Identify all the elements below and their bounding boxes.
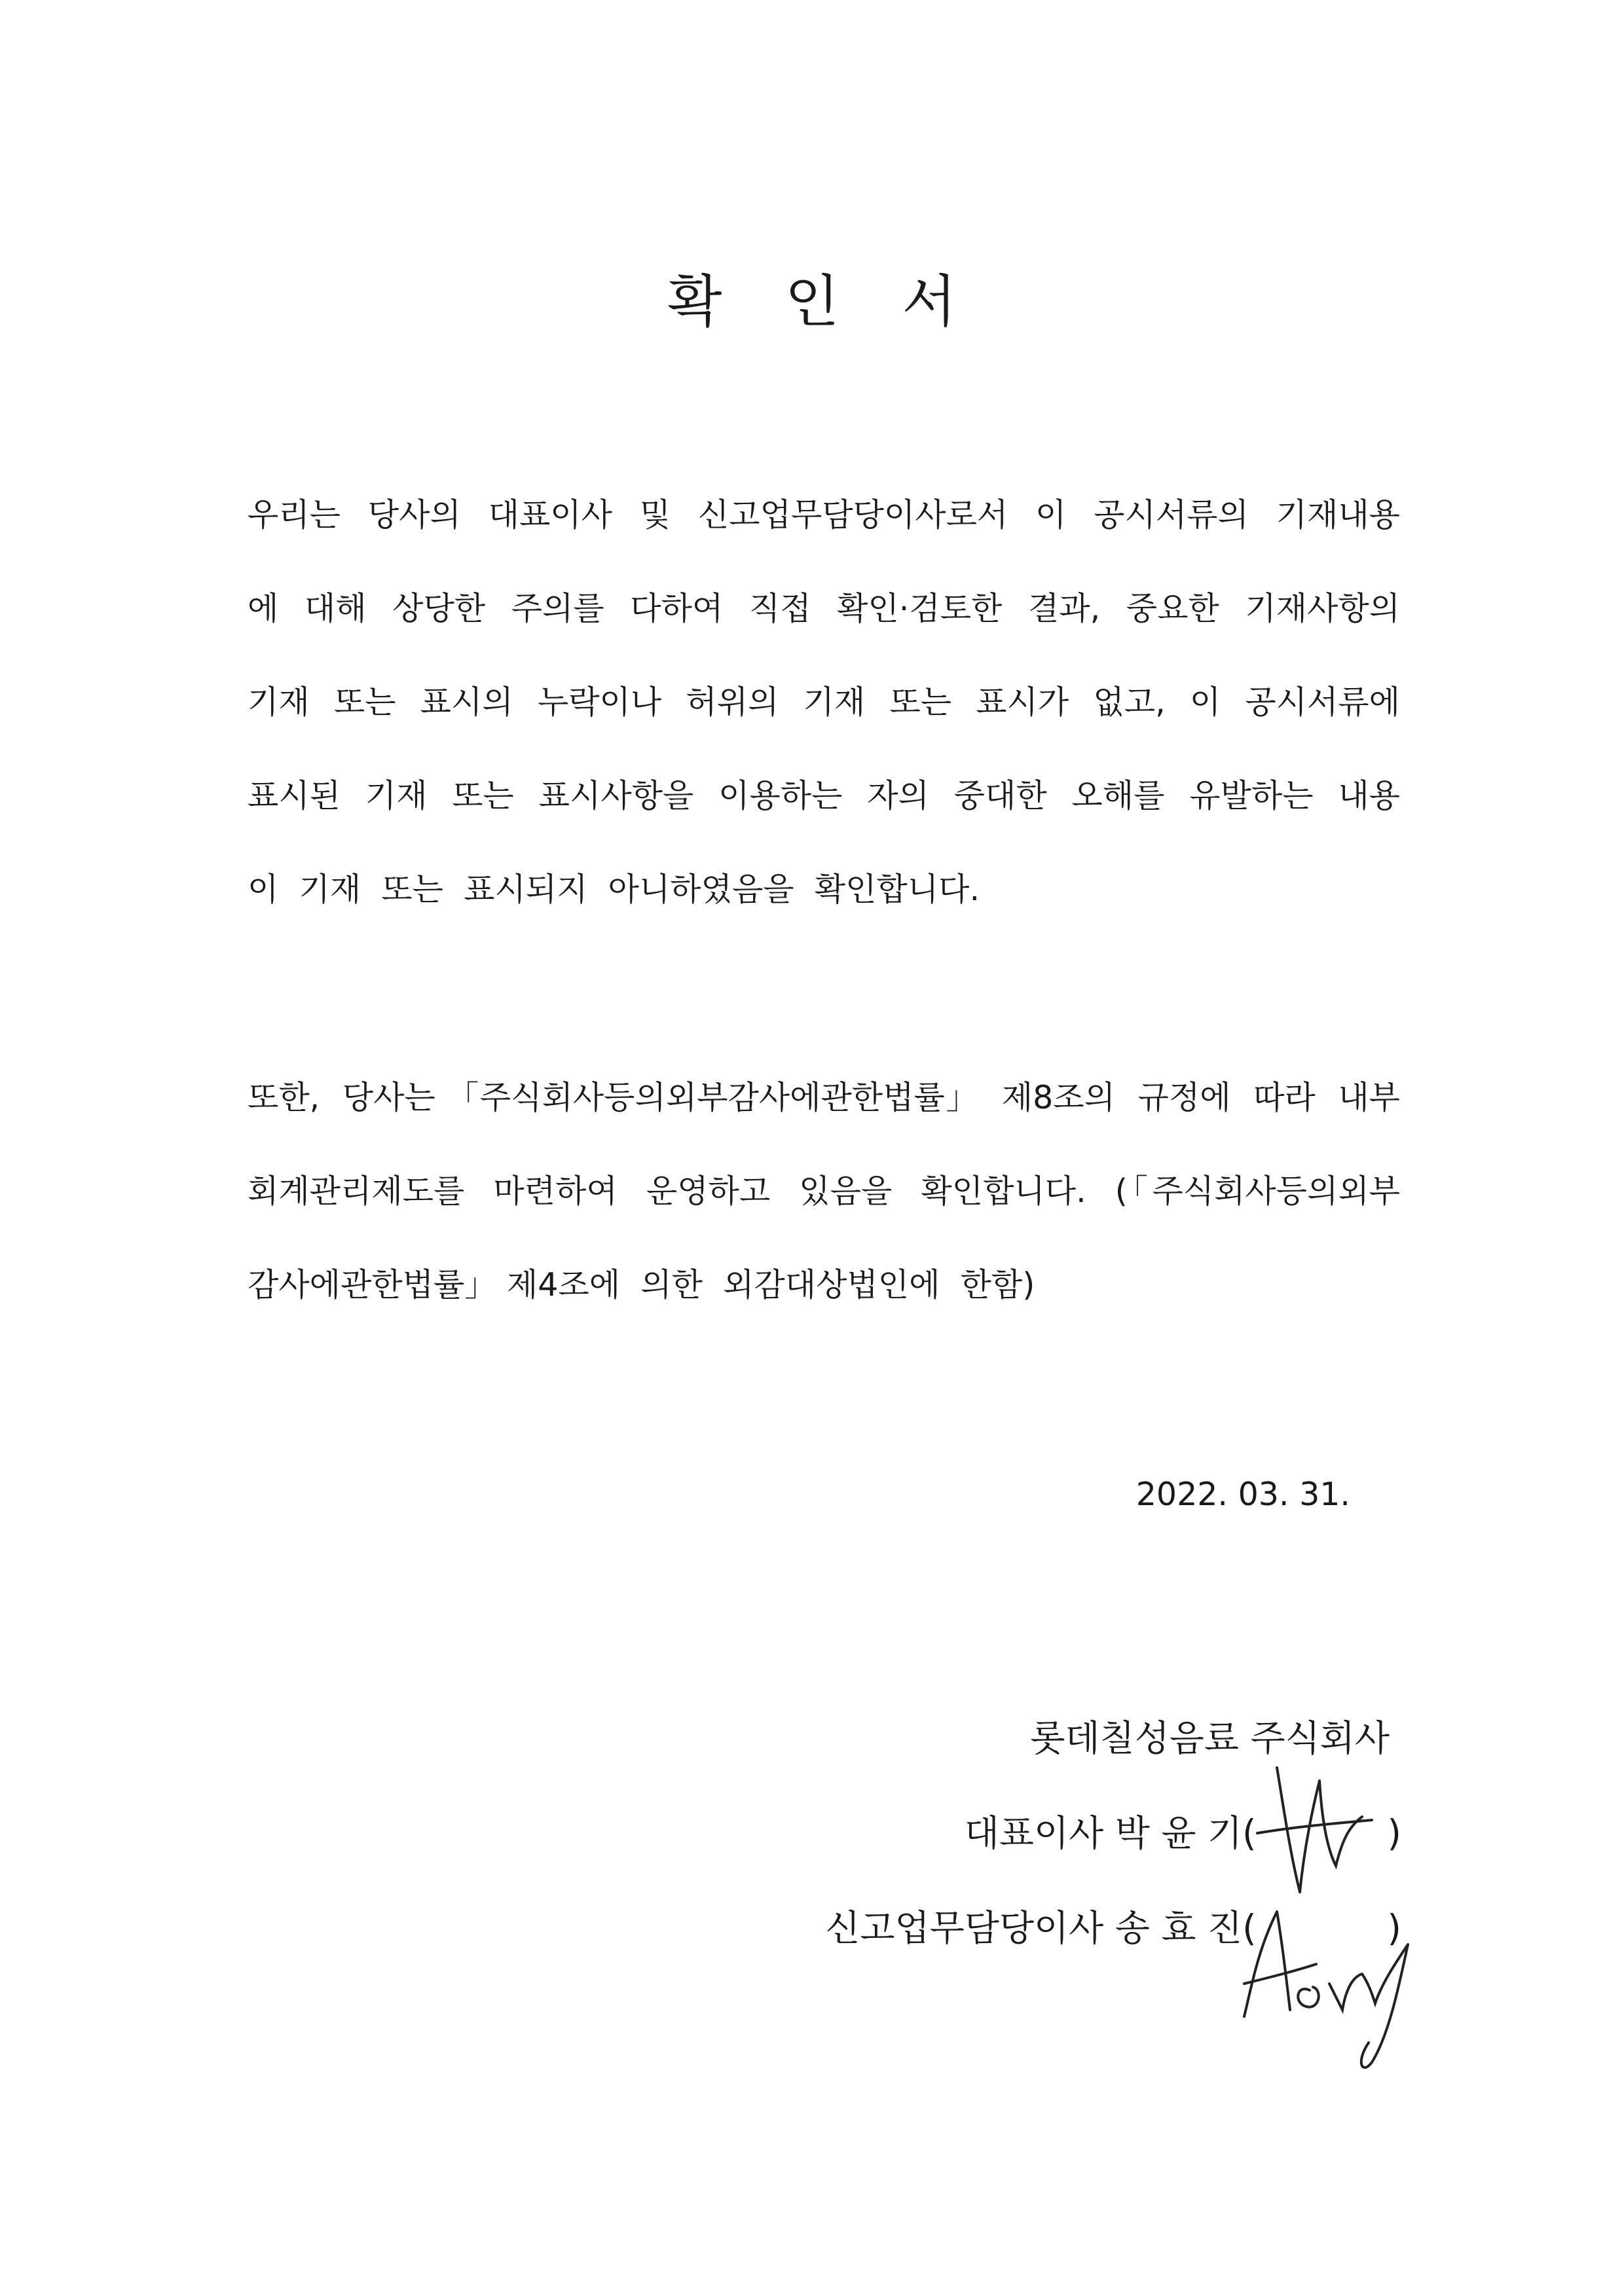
ceo-title: 대표이사 박 윤 기( [964,1812,1257,1854]
paragraph-line: 표시된 기재 또는 표시사항을 이용하는 자의 중대한 오해를 유발하는 내용 [248,777,1400,814]
document-title [0,269,1624,335]
close-paren: ) [1387,1907,1401,1949]
paragraph-line: 회계관리제도를 마련하여 운영하고 있음을 확인합니다. (「주식회사등의외부 [248,1173,1400,1210]
title-char: 확 [667,269,722,335]
paragraph-line: 이 기재 또는 표시되지 아니하였음을 확인합니다. [248,871,980,908]
paragraph-line: 에 대해 상당한 주의를 다하여 직접 확인·검토한 결과, 중요한 기재사항의 [248,590,1400,627]
paragraph-line: 감사에관한법률」 제4조에 의한 외감대상법인에 한함) [248,1266,1035,1303]
title-char: 서 [902,269,957,335]
confirmation-paragraph [248,496,1400,967]
paragraph-line: 우리는 당사의 대표이사 및 신고업무담당이사로서 이 공시서류의 기재내용 [248,496,1400,534]
ceo-signature-line [964,1812,1401,1854]
cfo-title: 신고업무담당이사 송 효 진( [825,1907,1257,1949]
document-date: 2022. 03. 31. [1135,1476,1350,1513]
internal-control-paragraph [248,1079,1400,1362]
cfo-signature-line [825,1907,1401,1949]
company-name: 롯데칠성음료 주식회사 [1030,1717,1390,1759]
close-paren: ) [1387,1812,1401,1854]
paragraph-line: 또한, 당사는 「주식회사등의외부감사에관한법률」 제8조의 규정에 따라 내부 [248,1079,1400,1116]
title-char: 인 [784,269,840,335]
paragraph-line: 기재 또는 표시의 누락이나 허위의 기재 또는 표시가 없고, 이 공시서류에 [248,683,1400,721]
